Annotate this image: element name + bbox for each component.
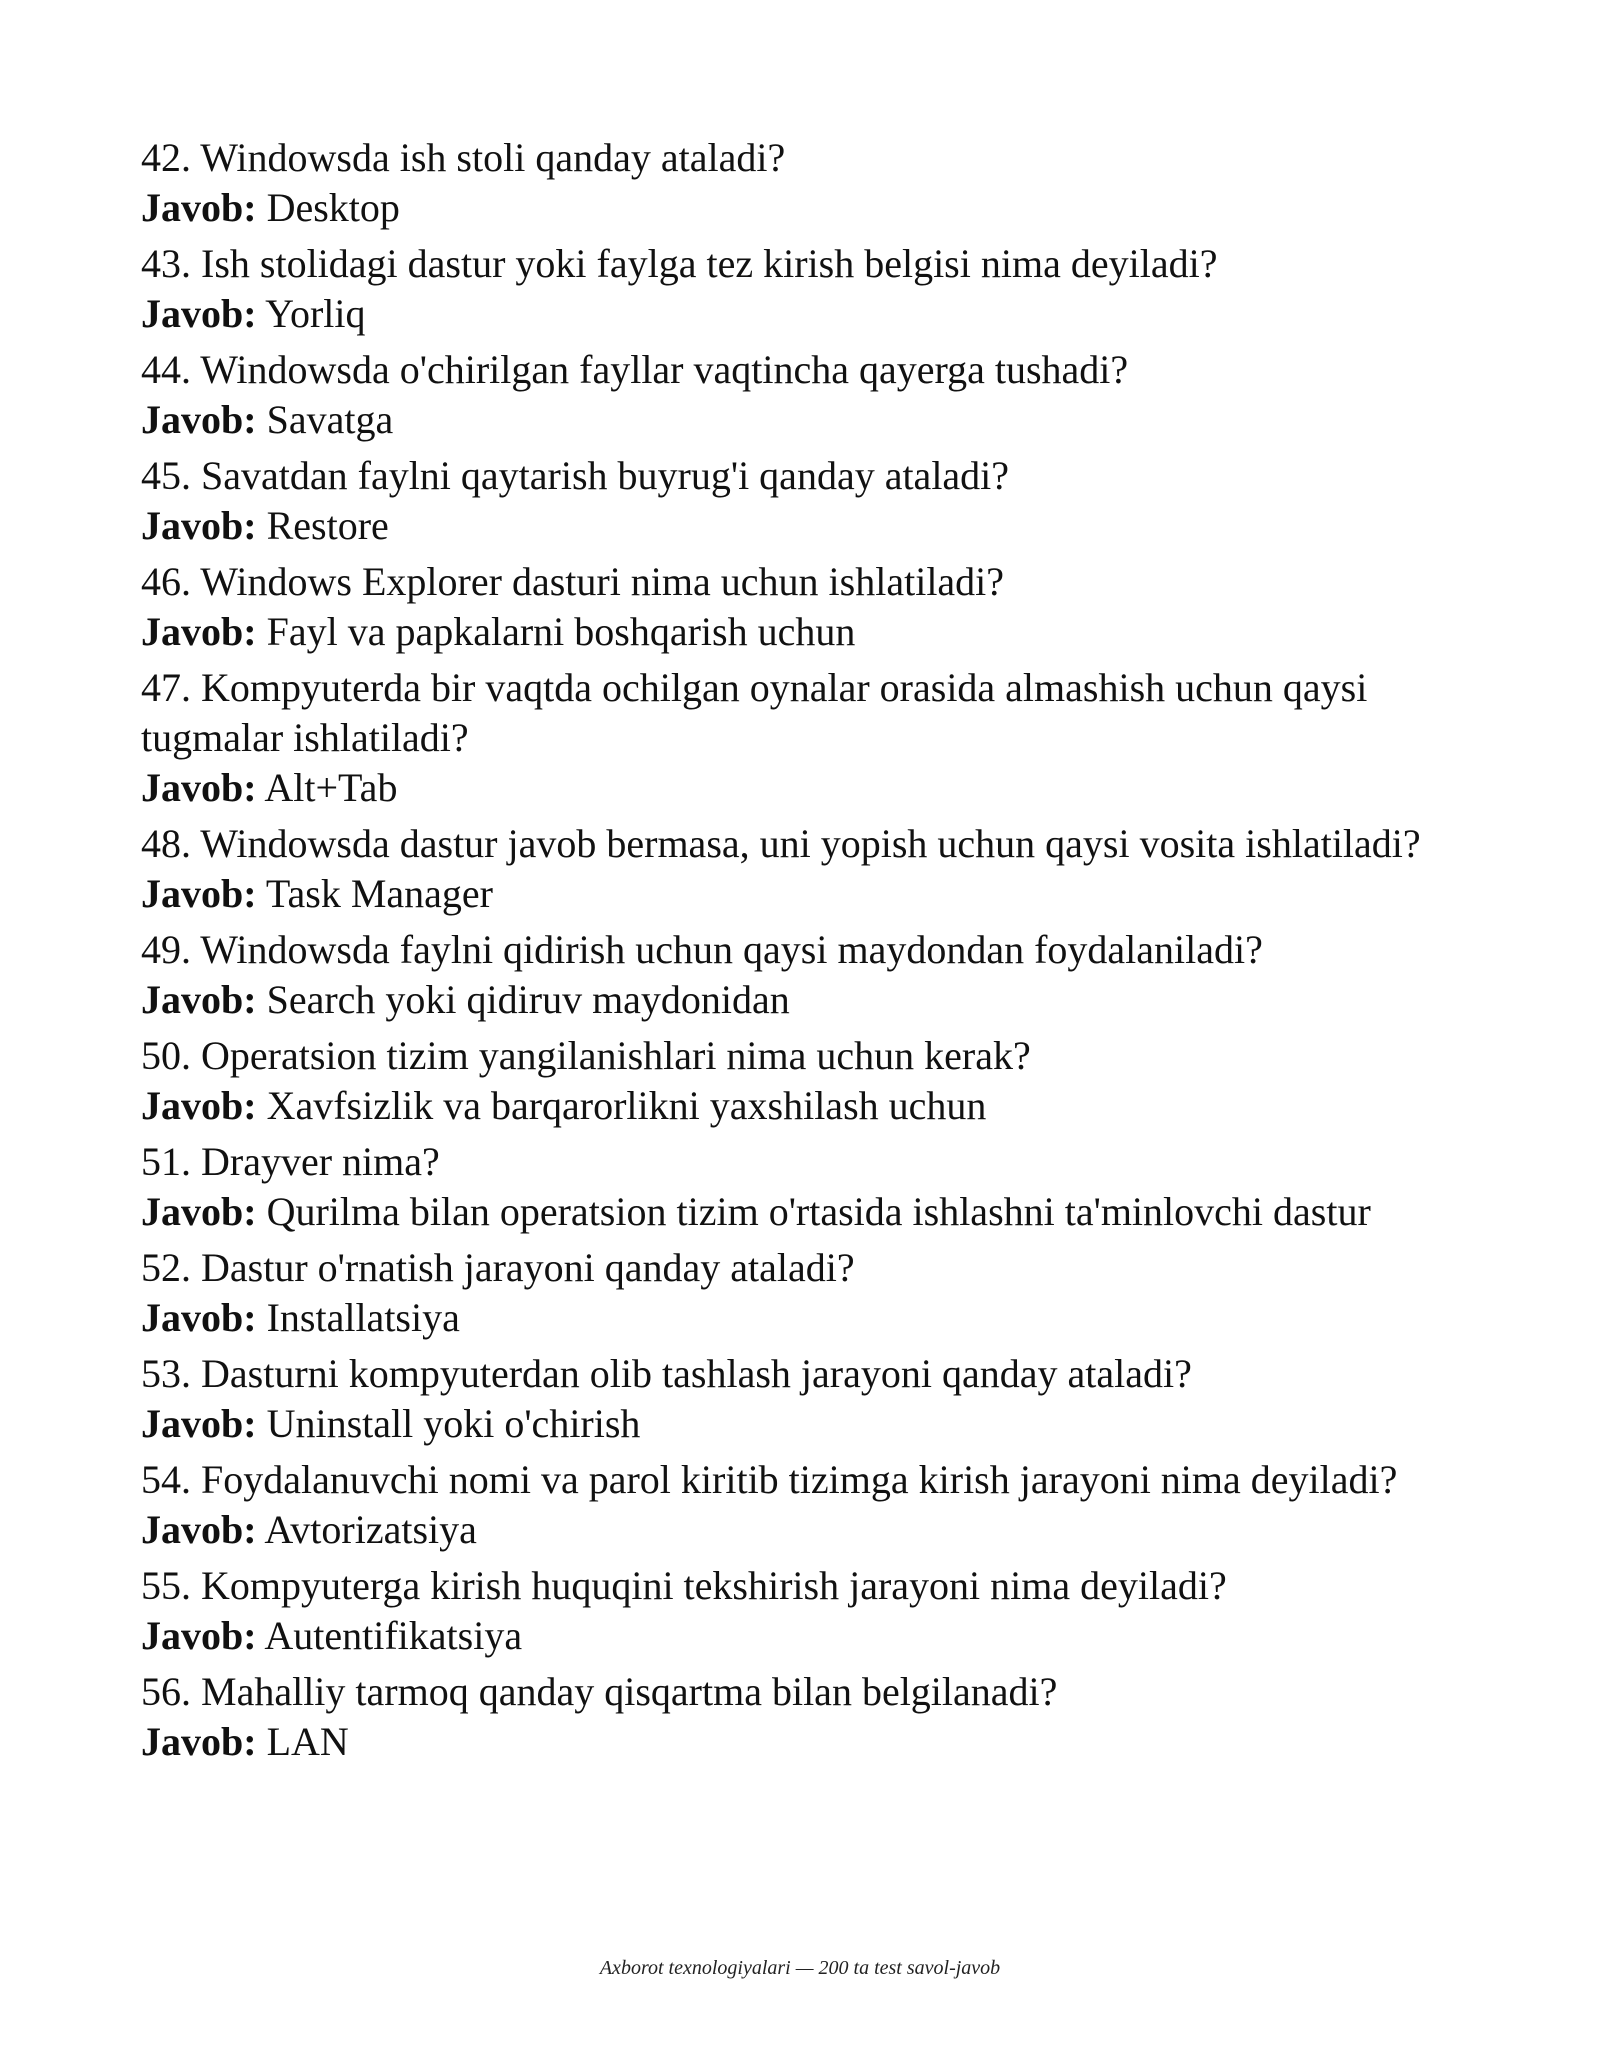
answer-label: Javob: [141, 1613, 257, 1658]
qa-list [141, 133, 1471, 1773]
answer-label: Javob: [141, 1189, 257, 1234]
qa-item [141, 1455, 1471, 1555]
answer-label: Javob: [141, 1719, 257, 1764]
answer-line [141, 869, 1471, 919]
answer-text: Fayl va papkalarni boshqarish uchun [256, 609, 856, 654]
answer-line [141, 763, 1471, 813]
answer-label: Javob: [141, 765, 257, 810]
answer-line [141, 607, 1471, 657]
answer-label: Javob: [141, 1295, 257, 1340]
qa-item [141, 1243, 1471, 1343]
answer-label: Javob: [141, 1083, 257, 1128]
answer-text: Search yoki qidiruv maydonidan [256, 977, 790, 1022]
question-text: 55. Kompyuterga kirish huquqini tekshirish jarayoni nima deyiladi? [141, 1563, 1227, 1608]
question-text: 48. Windowsda dastur javob bermasa, uni yopish uchun qaysi vosita ishlatiladi? [141, 821, 1421, 866]
answer-label: Javob: [141, 291, 257, 336]
answer-label: Javob: [141, 397, 257, 442]
answer-text: Autentifikatsiya [256, 1613, 523, 1658]
question-text: 45. Savatdan faylni qaytarish buyrug'i qanday ataladi? [141, 453, 1010, 498]
answer-line [141, 395, 1471, 445]
answer-text: Qurilma bilan operatsion tizim o'rtasida ishlashni ta'minlovchi dastur [256, 1189, 1371, 1234]
qa-item [141, 925, 1471, 1025]
answer-text: Restore [256, 503, 389, 548]
answer-text: Installatsiya [256, 1295, 460, 1340]
answer-text: Savatga [256, 397, 394, 442]
answer-line [141, 1081, 1471, 1131]
answer-label: Javob: [141, 185, 257, 230]
qa-item [141, 345, 1471, 445]
qa-item [141, 1137, 1471, 1237]
qa-item [141, 1349, 1471, 1449]
question-text: 42. Windowsda ish stoli qanday ataladi? [141, 135, 786, 180]
answer-line [141, 1505, 1471, 1555]
answer-line [141, 501, 1471, 551]
qa-item [141, 1561, 1471, 1661]
question-text: 50. Operatsion tizim yangilanishlari nima uchun kerak? [141, 1033, 1031, 1078]
answer-text: Xavfsizlik va barqarorlikni yaxshilash uchun [256, 1083, 987, 1128]
answer-text: Task Manager [256, 871, 493, 916]
question-text: 56. Mahalliy tarmoq qanday qisqartma bilan belgilanadi? [141, 1669, 1058, 1714]
answer-text: Desktop [256, 185, 400, 230]
question-text: 46. Windows Explorer dasturi nima uchun ishlatiladi? [141, 559, 1005, 604]
answer-line [141, 1187, 1471, 1237]
answer-line [141, 1717, 1471, 1767]
answer-text: Uninstall yoki o'chirish [256, 1401, 641, 1446]
answer-text: Yorliq [256, 291, 366, 336]
qa-item [141, 239, 1471, 339]
answer-line [141, 1293, 1471, 1343]
answer-label: Javob: [141, 977, 257, 1022]
question-text: 43. Ish stolidagi dastur yoki faylga tez kirish belgisi nima deyiladi? [141, 241, 1218, 286]
answer-line [141, 1399, 1471, 1449]
answer-line [141, 975, 1471, 1025]
answer-label: Javob: [141, 609, 257, 654]
answer-text: LAN [256, 1719, 349, 1764]
answer-line [141, 289, 1471, 339]
answer-text: Avtorizatsiya [256, 1507, 477, 1552]
question-text: 44. Windowsda o'chirilgan fayllar vaqtincha qayerga tushadi? [141, 347, 1129, 392]
qa-item [141, 663, 1471, 813]
answer-label: Javob: [141, 1401, 257, 1446]
answer-label: Javob: [141, 871, 257, 916]
qa-item [141, 557, 1471, 657]
qa-item [141, 1031, 1471, 1131]
page-footer: Axborot texnologiyalari — 200 ta test savol-javob [599, 1957, 1001, 1979]
qa-item [141, 133, 1471, 233]
answer-label: Javob: [141, 1507, 257, 1552]
qa-item [141, 819, 1471, 919]
answer-text: Alt+Tab [256, 765, 398, 810]
answer-line [141, 183, 1471, 233]
question-text: 54. Foydalanuvchi nomi va parol kiritib tizimga kirish jarayoni nima deyiladi? [141, 1457, 1398, 1502]
answer-line [141, 1611, 1471, 1661]
qa-item [141, 1667, 1471, 1767]
question-text: 52. Dastur o'rnatish jarayoni qanday ataladi? [141, 1245, 855, 1290]
question-text: 49. Windowsda faylni qidirish uchun qaysi maydondan foydalaniladi? [141, 927, 1263, 972]
qa-item [141, 451, 1471, 551]
answer-label: Javob: [141, 503, 257, 548]
question-text: 53. Dasturni kompyuterdan olib tashlash jarayoni qanday ataladi? [141, 1351, 1192, 1396]
question-text: 47. Kompyuterda bir vaqtda ochilgan oynalar orasida almashish uchun qaysi tugmalar ishlatiladi? [141, 665, 1368, 760]
question-text: 51. Drayver nima? [141, 1139, 440, 1184]
